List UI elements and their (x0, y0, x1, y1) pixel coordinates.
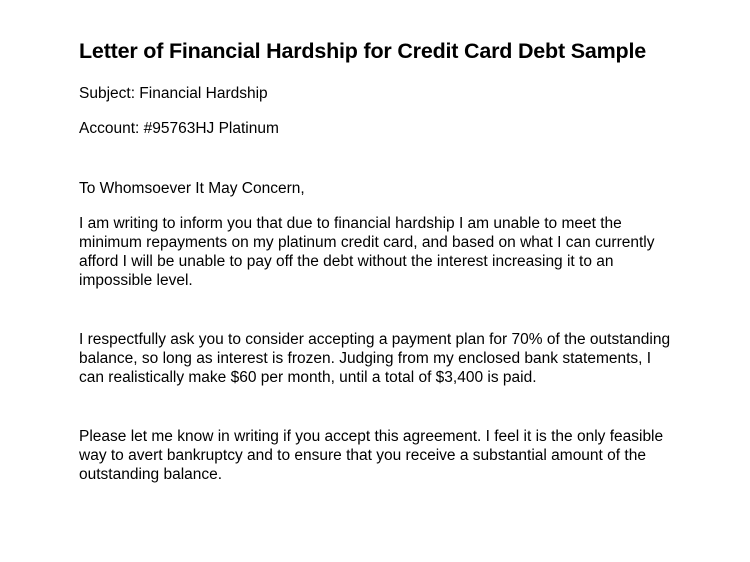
letter-title: Letter of Financial Hardship for Credit Card Debt Sample (79, 39, 647, 63)
body-paragraph-3: Please let me know in writing if you accept this agreement. I feel it is the only feasible way to avert bankruptcy and to ensure that you receive a substantial amount of the outstanding balance. (79, 428, 664, 483)
greeting-line: To Whomsoever It May Concern, (79, 180, 305, 197)
body-paragraph-1: I am writing to inform you that due to financial hardship I am unable to meet the minimum repayments on my platinum credit card, and based on what I can currently afford I will be unable to pay off the debt without the interest increasing it to an impossible level. (79, 215, 655, 289)
letter-document (79, 38, 679, 484)
account-line: Account: #95763HJ Platinum (79, 120, 279, 137)
body-paragraph-2: I respectfully ask you to consider accepting a payment plan for 70% of the outstanding balance, so long as interest is frozen. Judging from my enclosed bank statements, I can realistically make $60 per month, until a total of $3,400 is paid. (79, 331, 671, 386)
subject-line: Subject: Financial Hardship (79, 85, 268, 102)
